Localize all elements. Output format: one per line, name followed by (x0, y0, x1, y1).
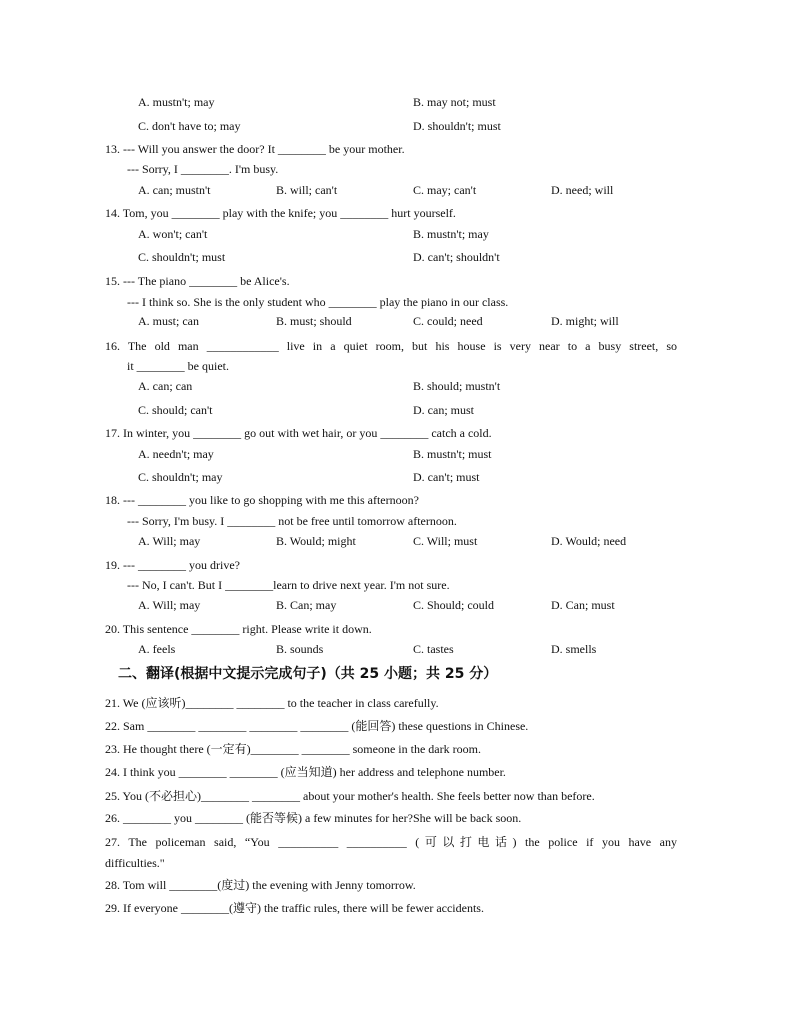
q20-option-b: B. sounds (276, 642, 324, 656)
q12-option-b: B. may not; must (413, 95, 496, 109)
q13-option-d: D. need; will (551, 183, 614, 197)
section-2-title: 二、翻译(根据中文提示完成句子)（共 25 小题；共 25 分） (118, 666, 498, 682)
q16-line2: it ________ be quiet. (127, 359, 229, 373)
q14-option-c: C. shouldn't; must (138, 250, 226, 264)
q16-option-a: A. can; can (138, 379, 193, 393)
q15-option-a: A. must; can (138, 314, 199, 328)
q18-option-b: B. Would; might (276, 534, 356, 548)
q28: 28. Tom will ________(度过) the evening with Jenny tomorrow. (105, 878, 416, 892)
q17-option-d: D. can't; must (413, 470, 480, 484)
q19-line2: --- No, I can't. But I ________learn to drive next year. I'm not sure. (127, 578, 450, 592)
q16-option-c: C. should; can't (138, 403, 213, 417)
q19-stem: 19. --- ________ you drive? (105, 558, 240, 572)
q12-option-a: A. mustn't; may (138, 95, 215, 109)
q18-option-d: D. Would; need (551, 534, 627, 548)
q21: 21. We (应该听)________ ________ to the teacher in class carefully. (105, 696, 439, 710)
q17-stem: 17. In winter, you ________ go out with wet hair, or you ________ catch a cold. (105, 426, 492, 440)
q22: 22. Sam ________ ________ ________ ________ (能回答) these questions in Chinese. (105, 719, 529, 733)
q15-line2: --- I think so. She is the only student who ________ play the piano in our class. (127, 295, 509, 309)
q15-option-b: B. must; should (276, 314, 352, 328)
q12-option-c: C. don't have to; may (138, 119, 241, 133)
q20-option-d: D. smells (551, 642, 597, 656)
q19-option-b: B. Can; may (276, 598, 337, 612)
q25: 25. You (不必担心)________ ________ about your mother's health. She feels better now than before. (105, 789, 595, 803)
q13-line2: --- Sorry, I ________. I'm busy. (127, 162, 279, 176)
q13-option-b: B. will; can't (276, 183, 338, 197)
q19-option-a: A. Will; may (138, 598, 201, 612)
q20-option-a: A. feels (138, 642, 176, 656)
q13-stem: 13. --- Will you answer the door? It ________ be your mother. (105, 142, 405, 156)
q29: 29. If everyone ________(遵守) the traffic rules, there will be fewer accidents. (105, 901, 484, 915)
q17-option-c: C. shouldn't; may (138, 470, 223, 484)
q20-stem: 20. This sentence ________ right. Please write it down. (105, 622, 372, 636)
q14-stem: 14. Tom, you ________ play with the knife; you ________ hurt yourself. (105, 206, 456, 220)
q12-option-d: D. shouldn't; must (413, 119, 501, 133)
q16-stem: 16. The old man ____________ live in a quiet room, but his house is very near to a busy street, so (105, 339, 677, 353)
q18-option-c: C. Will; must (413, 534, 478, 548)
q14-option-a: A. won't; can't (138, 227, 208, 241)
q13-option-a: A. can; mustn't (138, 183, 211, 197)
q16-option-b: B. should; mustn't (413, 379, 501, 393)
q27-line2: difficulties." (105, 856, 165, 870)
q16-option-d: D. can; must (413, 403, 474, 417)
q18-option-a: A. Will; may (138, 534, 201, 548)
q19-option-d: D. Can; must (551, 598, 615, 612)
q23: 23. He thought there (一定有)________ ________ someone in the dark room. (105, 742, 481, 756)
q24: 24. I think you ________ ________ (应当知道) her address and telephone number. (105, 765, 506, 779)
q17-option-b: B. mustn't; must (413, 447, 492, 461)
q18-line2: --- Sorry, I'm busy. I ________ not be free until tomorrow afternoon. (127, 514, 457, 528)
q15-option-d: D. might; will (551, 314, 619, 328)
q13-option-c: C. may; can't (413, 183, 477, 197)
q14-option-d: D. can't; shouldn't (413, 250, 500, 264)
q20-option-c: C. tastes (413, 642, 454, 656)
q15-option-c: C. could; need (413, 314, 483, 328)
q26: 26. ________ you ________ (能否等候) a few minutes for her?She will be back soon. (105, 811, 522, 825)
q15-stem: 15. --- The piano ________ be Alice's. (105, 274, 290, 288)
q19-option-c: C. Should; could (413, 598, 495, 612)
q17-option-a: A. needn't; may (138, 447, 214, 461)
q14-option-b: B. mustn't; may (413, 227, 489, 241)
q18-stem: 18. --- ________ you like to go shopping with me this afternoon? (105, 493, 419, 507)
q27-line1: 27. The policeman said, “You __________ __________ (可以打电话) the police if you have any (105, 835, 677, 849)
